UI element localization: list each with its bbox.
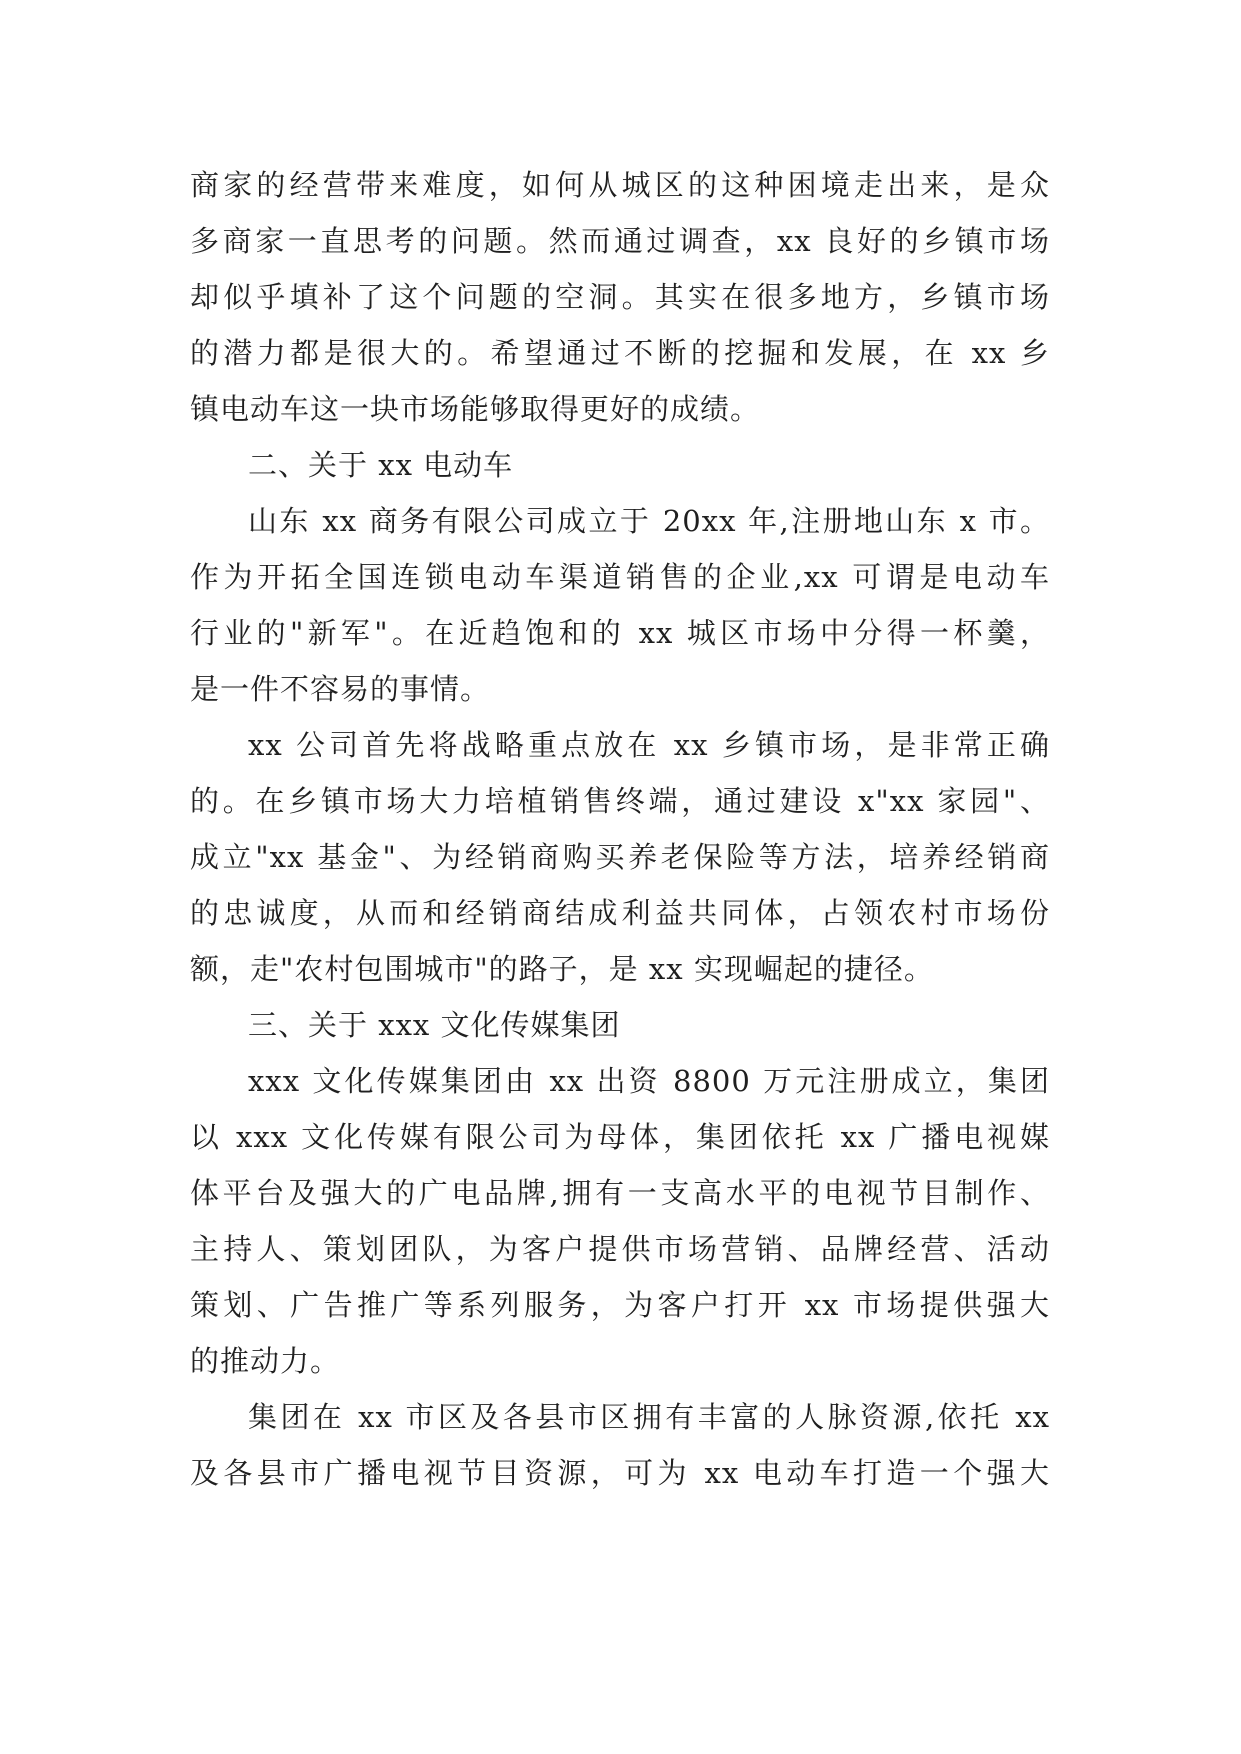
text-line: 行业的"新军"。在近趋饱和的 xx 城区市场中分得一杯羹，	[190, 616, 1050, 650]
text-line: 的推动力。	[190, 1344, 341, 1378]
text-line: 的。在乡镇市场大力培植销售终端，通过建设 x"xx 家园"、	[190, 784, 1050, 818]
text-line: 主持人、策划团队，为客户提供市场营销、品牌经营、活动	[190, 1232, 1050, 1266]
text-line: 镇电动车这一块市场能够取得更好的成绩。	[190, 392, 761, 426]
text-line: xx 公司首先将战略重点放在 xx 乡镇市场，是非常正确	[248, 728, 1050, 762]
text-line: 策划、广告推广等系列服务，为客户打开 xx 市场提供强大	[190, 1288, 1050, 1322]
text-line: 成立"xx 基金"、为经销商购买养老保险等方法，培养经销商	[190, 840, 1050, 874]
text-line: 商家的经营带来难度，如何从城区的这种困境走出来，是众	[190, 168, 1050, 202]
text-line: 及各县市广播电视节目资源，可为 xx 电动车打造一个强大	[190, 1456, 1050, 1490]
text-line: 山东 xx 商务有限公司成立于 20xx 年,注册地山东 x 市。	[248, 504, 1050, 538]
section-heading: 三、关于 xxx 文化传媒集团	[248, 1008, 621, 1042]
section-heading: 二、关于 xx 电动车	[248, 448, 514, 482]
text-line: 集团在 xx 市区及各县市区拥有丰富的人脉资源,依托 xx	[248, 1400, 1050, 1434]
text-line: 却似乎填补了这个问题的空洞。其实在很多地方，乡镇市场	[190, 280, 1050, 314]
text-line: 的忠诚度，从而和经销商结成利益共同体，占领农村市场份	[190, 896, 1050, 930]
text-line: 的潜力都是很大的。希望通过不断的挖掘和发展，在 xx 乡	[190, 336, 1050, 370]
text-line: 以 xxx 文化传媒有限公司为母体，集团依托 xx 广播电视媒	[190, 1120, 1050, 1154]
text-line: 额，走"农村包围城市"的路子，是 xx 实现崛起的捷径。	[190, 952, 934, 986]
text-line: 是一件不容易的事情。	[190, 672, 491, 706]
text-line: 多商家一直思考的问题。然而通过调查，xx 良好的乡镇市场	[190, 224, 1050, 258]
document-body	[190, 157, 1050, 1501]
text-line: 体平台及强大的广电品牌,拥有一支高水平的电视节目制作、	[190, 1176, 1050, 1210]
text-line: xxx 文化传媒集团由 xx 出资 8800 万元注册成立，集团	[248, 1064, 1050, 1098]
text-line: 作为开拓全国连锁电动车渠道销售的企业,xx 可谓是电动车	[190, 560, 1050, 594]
